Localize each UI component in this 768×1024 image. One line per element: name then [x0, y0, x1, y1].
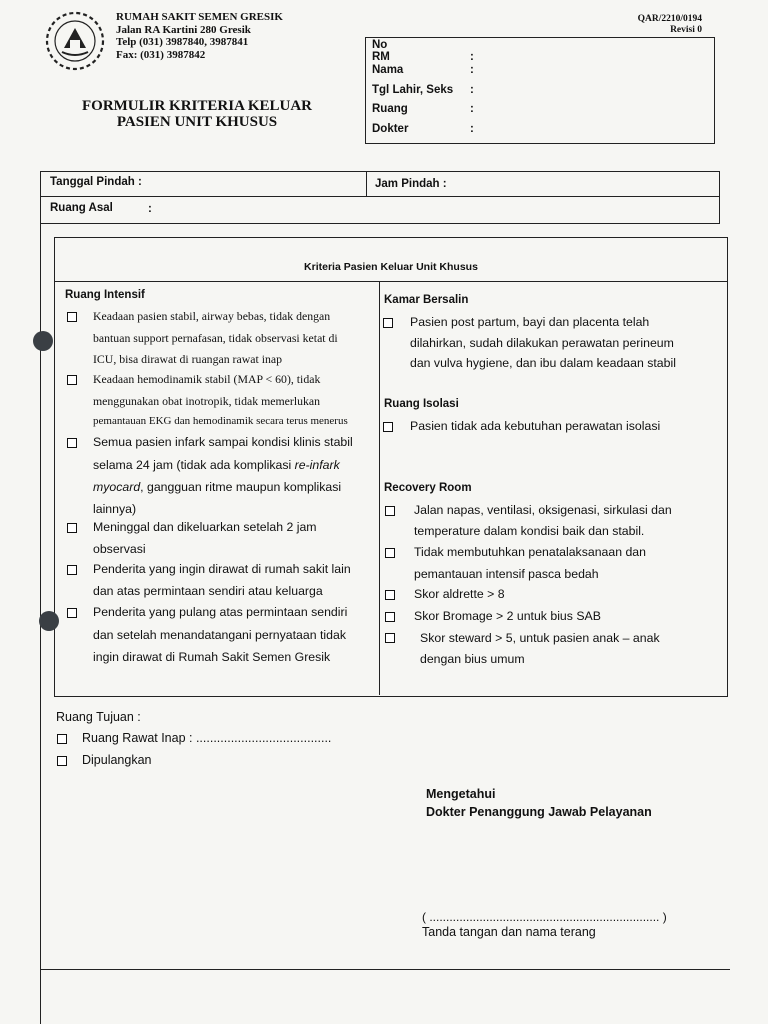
intensif-item-3-line-1: Semua pasien infark sampai kondisi klinis stabil [93, 435, 353, 449]
rawat-inap-checkbox[interactable] [57, 734, 67, 744]
bersalin-item-line-3: dan vulva hygiene, dan ibu dalam keadaan stabil [410, 356, 676, 370]
hospital-seal-icon [44, 10, 106, 72]
intensif-item-1-line-1: Keadaan pasien stabil, airway bebas, tidak dengan [93, 309, 331, 323]
recovery-checkbox-1[interactable] [385, 506, 395, 516]
intensif-item-4-line-1: Meninggal dan dikeluarkan setelah 2 jam [93, 520, 317, 534]
binder-hole-bottom [39, 611, 59, 631]
recovery-item-3: Skor aldrette > 8 [414, 587, 505, 601]
form-title-line-2: PASIEN UNIT KHUSUS [116, 114, 278, 130]
intensif-item-6-line-1: Penderita yang pulang atas permintaan sendiri [93, 605, 348, 619]
ruang-tujuan-label: Ruang Tujuan : [56, 710, 141, 724]
bersalin-checkbox[interactable] [383, 318, 393, 328]
recovery-item-4: Skor Bromage > 2 untuk bius SAB [414, 609, 601, 623]
ruang-intensif-heading: Ruang Intensif [65, 289, 145, 301]
isolasi-checkbox[interactable] [383, 422, 393, 432]
ruang-asal-colon: : [148, 203, 152, 215]
intensif-checkbox-6[interactable] [67, 608, 77, 618]
rawat-inap-option: Ruang Rawat Inap : ....................................... [82, 731, 332, 745]
hospital-fax: Fax: (031) 3987842 [116, 48, 206, 61]
recovery-item-5-line-2: dengan bius umum [420, 652, 525, 666]
field-nama: Nama : [372, 64, 474, 76]
intensif-item-4-line-2: observasi [93, 542, 146, 556]
recovery-item-2-line-1: Tidak membutuhkan penatalaksanaan dan [414, 545, 646, 559]
signature-line[interactable]: ( ..................................................................... ) [422, 910, 667, 924]
intensif-item-2-line-3: pemantauan EKG dan hemodinamik secara terus menerus [93, 415, 348, 427]
jam-pindah-label: Jam Pindah : [375, 178, 447, 190]
form-title-line-1: FORMULIR KRITERIA KELUAR [81, 98, 313, 114]
recovery-checkbox-4[interactable] [385, 612, 395, 622]
signature-caption: Tanda tangan dan nama terang [422, 925, 596, 939]
intensif-item-6-line-2: dan setelah menandatangani pernyataan tidak [93, 628, 346, 642]
tanggal-pindah-label: Tanggal Pindah : [50, 176, 142, 188]
intensif-item-6-line-3: ingin dirawat di Rumah Sakit Semen Gresik [93, 650, 331, 664]
intensif-item-3-line-3: myocard, gangguan ritme maupun komplikasi [93, 480, 342, 494]
binder-hole-top [33, 331, 53, 351]
field-no-rm: No RM : [372, 39, 474, 63]
bersalin-item-line-2: dilahirkan, sudah dilakukan perawatan perineum [410, 336, 674, 350]
mengetahui-label: Mengetahui [426, 787, 496, 801]
intensif-item-1-line-3: ICU, bisa dirawat di ruangan rawat inap [93, 352, 283, 366]
intensif-checkbox-1[interactable] [67, 312, 77, 322]
dipulangkan-option: Dipulangkan [82, 753, 152, 767]
intensif-checkbox-3[interactable] [67, 438, 77, 448]
hospital-name: RUMAH SAKIT SEMEN GRESIK [116, 11, 283, 23]
dipulangkan-checkbox[interactable] [57, 756, 67, 766]
intensif-item-3-line-4: lainnya) [93, 502, 137, 516]
kamar-bersalin-heading: Kamar Bersalin [384, 294, 469, 306]
recovery-checkbox-5[interactable] [385, 633, 395, 643]
hospital-address: Jalan RA Kartini 280 Gresik [116, 23, 251, 36]
document-code: QAR/2210/0194 [637, 14, 702, 24]
isolasi-item: Pasien tidak ada kebutuhan perawatan isolasi [410, 419, 661, 433]
field-ruang: Ruang : [372, 103, 474, 115]
recovery-item-5-line-1: Skor steward > 5, untuk pasien anak – anak [420, 631, 660, 645]
hospital-phone: Telp (031) 3987840, 3987841 [116, 36, 249, 48]
recovery-item-1-line-1: Jalan napas, ventilasi, oksigenasi, sirkulasi dan [414, 503, 672, 517]
intensif-item-5-line-1: Penderita yang ingin dirawat di rumah sakit lain [93, 562, 351, 576]
recovery-room-heading: Recovery Room [384, 482, 472, 494]
document-revision: Revisi 0 [670, 25, 702, 35]
intensif-item-2-line-1: Keadaan hemodinamik stabil (MAP < 60), tidak [93, 372, 321, 386]
intensif-item-3-line-2: selama 24 jam (tidak ada komplikasi re-infark [93, 458, 340, 472]
recovery-item-1-line-2: temperature dalam kondisi baik dan stabil. [414, 524, 645, 538]
intensif-checkbox-2[interactable] [67, 375, 77, 385]
dpjp-label: Dokter Penanggung Jawab Pelayanan [426, 805, 652, 819]
recovery-checkbox-3[interactable] [385, 590, 395, 600]
ruang-isolasi-heading: Ruang Isolasi [384, 398, 459, 410]
field-tgl-lahir: Tgl Lahir, Seks : [372, 84, 474, 96]
ruang-asal-label: Ruang Asal [50, 202, 113, 214]
bersalin-item-line-1: Pasien post partum, bayi dan placenta telah [410, 315, 650, 329]
intensif-item-5-line-2: dan atas permintaan sendiri atau keluarga [93, 584, 323, 598]
hospital-logo [44, 10, 106, 72]
intensif-checkbox-4[interactable] [67, 523, 77, 533]
intensif-item-2-line-2: menggunakan obat inotropik, tidak memerlukan [93, 394, 321, 408]
field-dokter: Dokter : [372, 123, 474, 135]
criteria-title: Kriteria Pasien Keluar Unit Khusus [304, 261, 478, 273]
intensif-item-1-line-2: bantuan support pernafasan, tidak observasi ketat di [93, 331, 338, 345]
recovery-checkbox-2[interactable] [385, 548, 395, 558]
recovery-item-2-line-2: pemantauan intensif pasca bedah [414, 567, 599, 581]
intensif-checkbox-5[interactable] [67, 565, 77, 575]
